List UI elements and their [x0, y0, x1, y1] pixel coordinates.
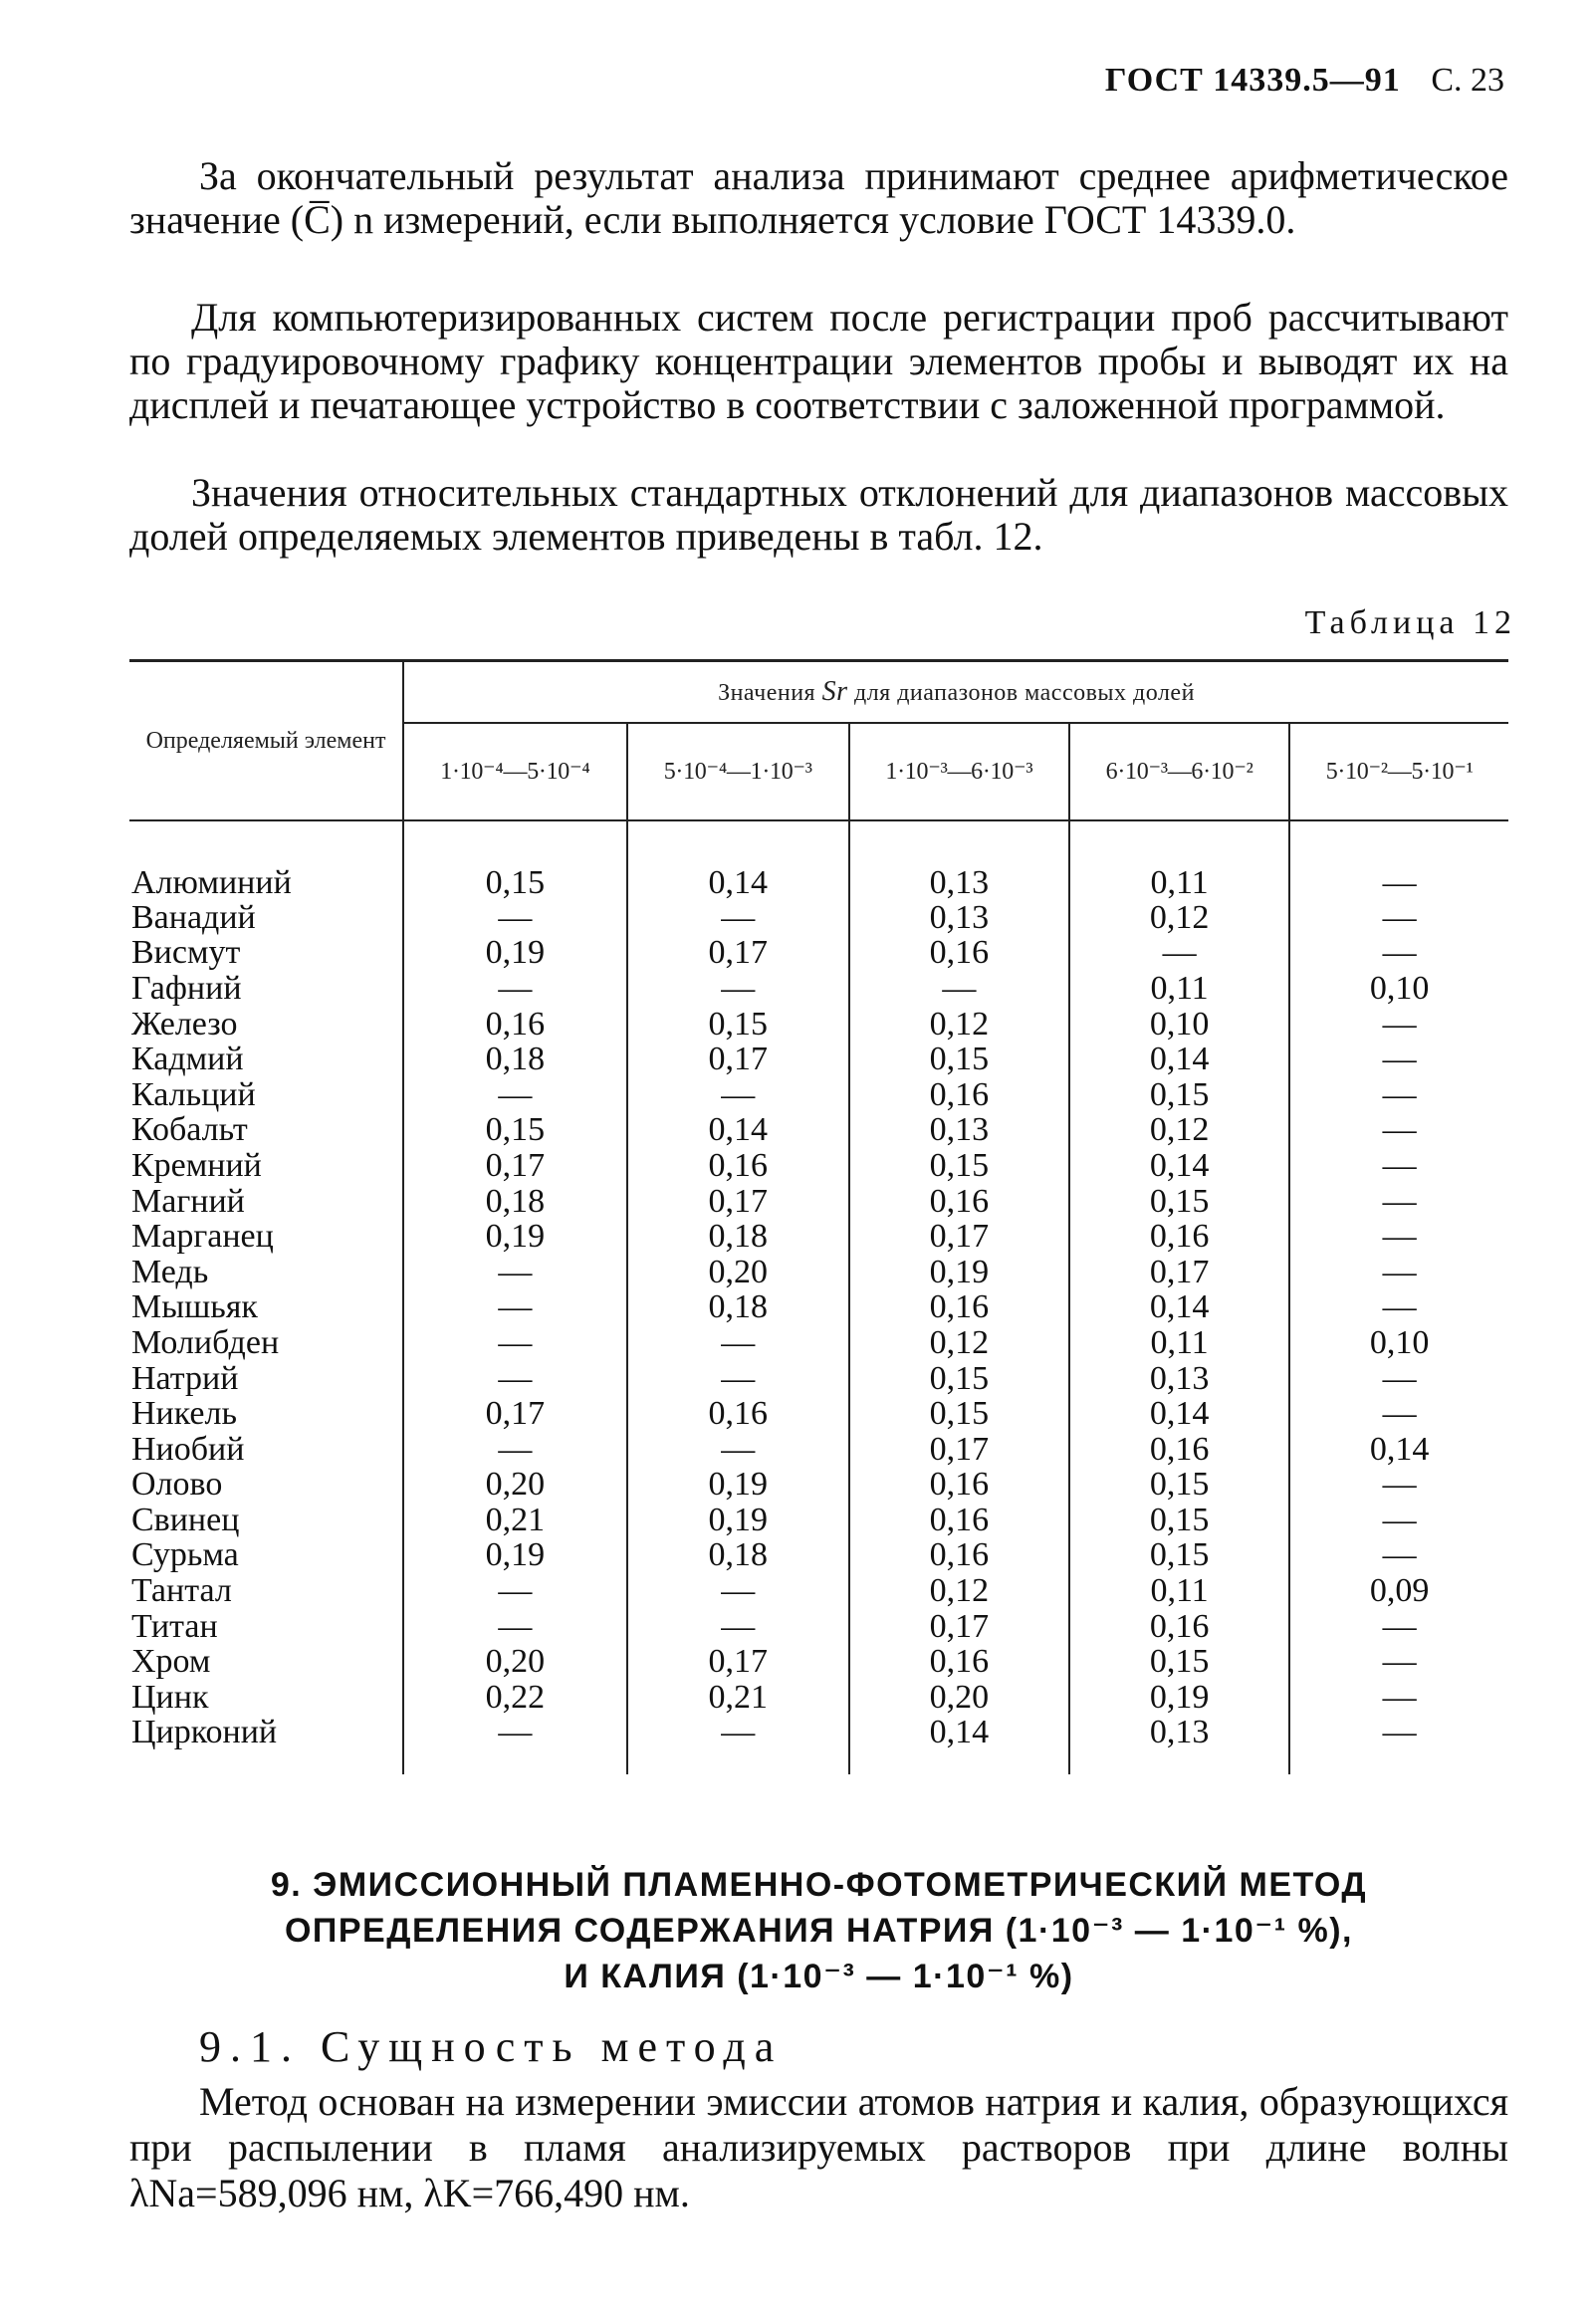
element-name-cell: Цинк [129, 1680, 403, 1716]
sr-value-cell: 0,15 [1069, 1183, 1289, 1219]
sr-header-prefix: Значения [718, 679, 816, 706]
sr-value-cell: — [1382, 863, 1417, 901]
sr-value-cell: — [627, 1076, 849, 1112]
table-row [129, 1112, 1508, 1148]
table-row [129, 1573, 1508, 1609]
sr-value-cell: — [403, 900, 627, 936]
sr-value-cell: — [1382, 1466, 1417, 1504]
sr-value-cell: 0,14 [627, 1112, 849, 1148]
table-row [129, 1219, 1508, 1255]
page-number: С. 23 [1431, 62, 1504, 99]
sr-value-cell: 0,16 [849, 935, 1069, 971]
section-title-line: 9. ЭМИССИОННЫЙ ПЛАМЕННО-ФОТОМЕТРИЧЕСКИЙ МЕТОД [270, 1866, 1368, 1904]
sr-value-cell: 0,14 [627, 820, 849, 900]
paragraph-table-reference: Значения относительных стандартных отклонений для диапазонов массовых долей определяемых элементов приведены в табл. 12. [129, 470, 1508, 559]
sr-value-cell: 0,16 [849, 1076, 1069, 1112]
element-name-cell: Сурьма [129, 1537, 403, 1573]
sr-value-cell: 0,12 [849, 1006, 1069, 1042]
table-caption: Таблица 12 [1304, 604, 1516, 641]
sr-value-cell: 0,18 [627, 1289, 849, 1325]
sr-value-cell: — [1382, 1075, 1417, 1113]
sr-value-cell: — [403, 1608, 627, 1644]
sr-value-cell: — [1382, 1146, 1417, 1184]
element-name-cell: Хром [129, 1644, 403, 1680]
element-name-cell: Цирконий [129, 1715, 403, 1774]
sr-value-cell: 0,13 [849, 820, 1069, 900]
sr-value-cell: 0,18 [403, 1042, 627, 1077]
sr-value-cell: 0,17 [627, 1644, 849, 1680]
sr-value-cell: 0,17 [1069, 1254, 1289, 1289]
sr-value-cell: 0,16 [1069, 1431, 1289, 1467]
table-row [129, 1183, 1508, 1219]
range-header-5: 5·10⁻²—5·10⁻¹ [1289, 723, 1508, 820]
sr-value-cell: 0,16 [1069, 1608, 1289, 1644]
sr-value-cell: 0,15 [403, 820, 627, 900]
sr-value-cell: 0,15 [1069, 1503, 1289, 1538]
range-header-3: 1·10⁻³—6·10⁻³ [849, 723, 1069, 820]
sr-value-cell: 0,15 [403, 1112, 627, 1148]
table-row [129, 1431, 1508, 1467]
sr-value-cell: 0,18 [627, 1219, 849, 1255]
sr-value-cell: 0,21 [403, 1503, 627, 1538]
table-row [129, 1680, 1508, 1716]
sr-value-cell: 0,15 [1069, 1644, 1289, 1680]
sr-value-cell: 0,14 [1369, 1430, 1430, 1468]
table-body [129, 820, 1508, 1775]
running-header [1105, 62, 1504, 100]
range-header-4: 6·10⁻³—6·10⁻² [1069, 723, 1289, 820]
element-name-cell: Кобальт [129, 1112, 403, 1148]
sr-value-cell: 0,16 [1069, 1219, 1289, 1255]
table-row [129, 935, 1508, 971]
table-row [129, 1537, 1508, 1573]
sr-value-cell: — [403, 1076, 627, 1112]
sr-group-header [403, 661, 1508, 723]
sr-value-cell: 0,17 [849, 1431, 1069, 1467]
sr-value-cell: 0,13 [1069, 1715, 1289, 1774]
sr-value-cell: 0,19 [1069, 1680, 1289, 1716]
sr-value-cell: — [627, 1431, 849, 1467]
sr-value-cell: 0,19 [849, 1254, 1069, 1289]
sr-value-cell: — [627, 1715, 849, 1774]
sr-value-cell: 0,20 [403, 1467, 627, 1503]
sr-value-cell: — [403, 971, 627, 1007]
sr-value-cell: — [1382, 1678, 1417, 1716]
sr-value-cell: — [1382, 1253, 1417, 1290]
element-name-cell: Олово [129, 1467, 403, 1503]
table-row [129, 1148, 1508, 1184]
sr-value-cell: 0,15 [849, 1042, 1069, 1077]
range-header-1: 1·10⁻⁴—5·10⁻⁴ [403, 723, 627, 820]
sr-value-cell: 0,22 [403, 1680, 627, 1716]
sr-value-cell: 0,15 [849, 1148, 1069, 1184]
sr-value-cell: 0,17 [403, 1396, 627, 1432]
sr-value-cell: 0,17 [403, 1148, 627, 1184]
sr-value-cell: — [849, 971, 1069, 1007]
sr-value-cell: 0,12 [1069, 900, 1289, 936]
table-row [129, 820, 1508, 900]
sr-value-cell: — [403, 1360, 627, 1396]
element-name-cell: Молибден [129, 1325, 403, 1361]
sr-value-cell: 0,17 [627, 1183, 849, 1219]
sr-value-cell: — [1382, 1714, 1417, 1751]
sr-value-cell: — [1382, 1005, 1417, 1043]
range-header-2: 5·10⁻⁴—1·10⁻³ [627, 723, 849, 820]
sr-value-cell: — [1382, 934, 1417, 972]
sr-header-suffix: для диапазонов массовых долей [853, 679, 1195, 706]
sr-value-cell: 0,16 [849, 1644, 1069, 1680]
sr-value-cell: 0,15 [1069, 1467, 1289, 1503]
sr-value-cell: 0,15 [849, 1396, 1069, 1432]
table-row [129, 1289, 1508, 1325]
element-name-cell: Мышьяк [129, 1289, 403, 1325]
sr-value-cell: — [1069, 935, 1289, 971]
sr-value-cell: 0,14 [1069, 1289, 1289, 1325]
sr-value-cell: — [403, 1325, 627, 1361]
sr-value-cell: — [403, 1715, 627, 1774]
sr-value-cell: 0,15 [1069, 1076, 1289, 1112]
sr-value-cell: 0,16 [849, 1503, 1069, 1538]
table-12 [129, 659, 1508, 1774]
sr-value-cell: 0,13 [849, 900, 1069, 936]
sr-value-cell: 0,10 [1369, 969, 1430, 1007]
sr-value-cell: — [403, 1431, 627, 1467]
table-row [129, 1325, 1508, 1361]
table-row [129, 900, 1508, 936]
sr-value-cell: — [627, 1608, 849, 1644]
table-row [129, 1644, 1508, 1680]
sr-value-cell: — [1382, 1041, 1417, 1078]
sr-value-cell: — [627, 1573, 849, 1609]
sr-value-cell: — [627, 971, 849, 1007]
sr-value-cell: 0,09 [1369, 1572, 1430, 1610]
sr-value-cell: 0,20 [403, 1644, 627, 1680]
table-row [129, 1467, 1508, 1503]
table-row [129, 971, 1508, 1007]
sr-symbol: Sr [821, 675, 848, 707]
sr-value-cell: 0,11 [1069, 820, 1289, 900]
element-name-cell: Висмут [129, 935, 403, 971]
paragraph-result: За окончательный результат анализа принимают среднее арифметическое значение (C̅) n измерений, если выполняется условие ГОСТ 14339.0. [129, 153, 1508, 242]
sr-value-cell: 0,16 [849, 1183, 1069, 1219]
element-name-cell: Кадмий [129, 1042, 403, 1077]
sr-value-cell: — [1382, 1395, 1417, 1433]
sr-value-cell: 0,13 [849, 1112, 1069, 1148]
element-column-header: Определяемый элемент [129, 661, 403, 820]
element-name-cell: Свинец [129, 1503, 403, 1538]
sr-value-cell: — [627, 1360, 849, 1396]
sr-value-cell: 0,14 [1069, 1148, 1289, 1184]
element-name-cell: Титан [129, 1608, 403, 1644]
sr-value-cell: 0,18 [403, 1183, 627, 1219]
sr-value-cell: 0,16 [403, 1006, 627, 1042]
paragraph-computer-systems: Для компьютеризированных систем после регистрации проб рассчитывают по градуировочному графику концентрации элементов пробы и выводят их на дисплей и печатающее устройство в соответствии с заложенной программой. [129, 295, 1508, 427]
section-9-title [129, 1862, 1508, 1999]
table-row [129, 1396, 1508, 1432]
sr-value-cell: — [1382, 1182, 1417, 1220]
sr-value-cell: 0,13 [1069, 1360, 1289, 1396]
table-row [129, 1503, 1508, 1538]
sr-value-cell: 0,12 [849, 1325, 1069, 1361]
element-name-cell: Медь [129, 1254, 403, 1289]
sr-value-cell: — [1382, 1111, 1417, 1149]
element-name-cell: Тантал [129, 1573, 403, 1609]
sr-value-cell: — [627, 1325, 849, 1361]
sr-value-cell: 0,14 [849, 1715, 1069, 1774]
sr-value-cell: — [1382, 898, 1417, 936]
sr-value-cell: 0,17 [627, 935, 849, 971]
table-row [129, 1715, 1508, 1774]
table-row [129, 1360, 1508, 1396]
sr-value-cell: 0,20 [849, 1680, 1069, 1716]
sr-value-cell: 0,20 [627, 1254, 849, 1289]
sr-value-cell: 0,19 [403, 1219, 627, 1255]
sr-value-cell: 0,15 [1069, 1537, 1289, 1573]
paragraph-method: Метод основан на измерении эмиссии атомов натрия и калия, образующихся при распылении в пламя анализируемых растворов при длине волны λNa=589,096 нм, λK=766,490 нм. [129, 2079, 1508, 2215]
sr-value-cell: 0,17 [849, 1219, 1069, 1255]
section-title-line: ОПРЕДЕЛЕНИЯ СОДЕРЖАНИЯ НАТРИЯ (1·10⁻³ — 1·10⁻¹ %), [284, 1912, 1354, 1950]
table-row [129, 1006, 1508, 1042]
sr-value-cell: 0,10 [1069, 1006, 1289, 1042]
sr-value-cell: 0,21 [627, 1680, 849, 1716]
sr-value-cell: 0,11 [1069, 971, 1289, 1007]
sr-value-cell: 0,19 [403, 1537, 627, 1573]
element-name-cell: Магний [129, 1183, 403, 1219]
element-name-cell: Алюминий [129, 820, 403, 900]
standard-code: ГОСТ 14339.5—91 [1104, 62, 1401, 99]
element-name-cell: Ниобий [129, 1431, 403, 1467]
sr-value-cell: 0,15 [627, 1006, 849, 1042]
sr-value-cell: — [403, 1573, 627, 1609]
sr-value-cell: 0,11 [1069, 1573, 1289, 1609]
sr-value-cell: 0,16 [849, 1467, 1069, 1503]
sr-value-cell: 0,16 [849, 1289, 1069, 1325]
sr-value-cell: — [403, 1289, 627, 1325]
sr-value-cell: 0,17 [627, 1042, 849, 1077]
table-row [129, 1608, 1508, 1644]
sr-value-cell: — [1382, 1536, 1417, 1574]
sr-value-cell: 0,11 [1069, 1325, 1289, 1361]
element-name-cell: Ванадий [129, 900, 403, 936]
sr-value-cell: — [1382, 1218, 1417, 1256]
sr-values-table [129, 659, 1508, 1774]
element-name-cell: Кальций [129, 1076, 403, 1112]
sr-value-cell: 0,12 [1069, 1112, 1289, 1148]
element-name-cell: Гафний [129, 971, 403, 1007]
sr-value-cell: 0,16 [849, 1537, 1069, 1573]
sr-value-cell: 0,18 [627, 1537, 849, 1573]
sr-value-cell: 0,14 [1069, 1042, 1289, 1077]
sr-value-cell: 0,12 [849, 1573, 1069, 1609]
sr-value-cell: — [627, 900, 849, 936]
element-name-cell: Никель [129, 1396, 403, 1432]
element-name-cell: Натрий [129, 1360, 403, 1396]
sr-value-cell: — [1382, 1643, 1417, 1681]
table-row [129, 1254, 1508, 1289]
sr-value-cell: 0,14 [1069, 1396, 1289, 1432]
table-row [129, 1076, 1508, 1112]
sr-value-cell: 0,17 [849, 1608, 1069, 1644]
sr-value-cell: 0,19 [627, 1467, 849, 1503]
sr-value-cell: — [1382, 1501, 1417, 1538]
sr-value-cell: 0,16 [627, 1148, 849, 1184]
element-name-cell: Марганец [129, 1219, 403, 1255]
table-row [129, 1042, 1508, 1077]
sr-value-cell: — [1382, 1288, 1417, 1326]
sr-value-cell: — [403, 1254, 627, 1289]
section-title-line: И КАЛИЯ (1·10⁻³ — 1·10⁻¹ %) [564, 1958, 1074, 1995]
element-name-cell: Кремний [129, 1148, 403, 1184]
sr-value-cell: 0,10 [1369, 1323, 1430, 1361]
subsection-heading: 9.1. Сущность метода [199, 2022, 784, 2071]
sr-value-cell: 0,15 [849, 1360, 1069, 1396]
sr-value-cell: 0,16 [627, 1396, 849, 1432]
sr-value-cell: — [1382, 1607, 1417, 1645]
element-name-cell: Железо [129, 1006, 403, 1042]
sr-value-cell: 0,19 [627, 1503, 849, 1538]
sr-value-cell: 0,19 [403, 935, 627, 971]
sr-value-cell: — [1382, 1359, 1417, 1397]
